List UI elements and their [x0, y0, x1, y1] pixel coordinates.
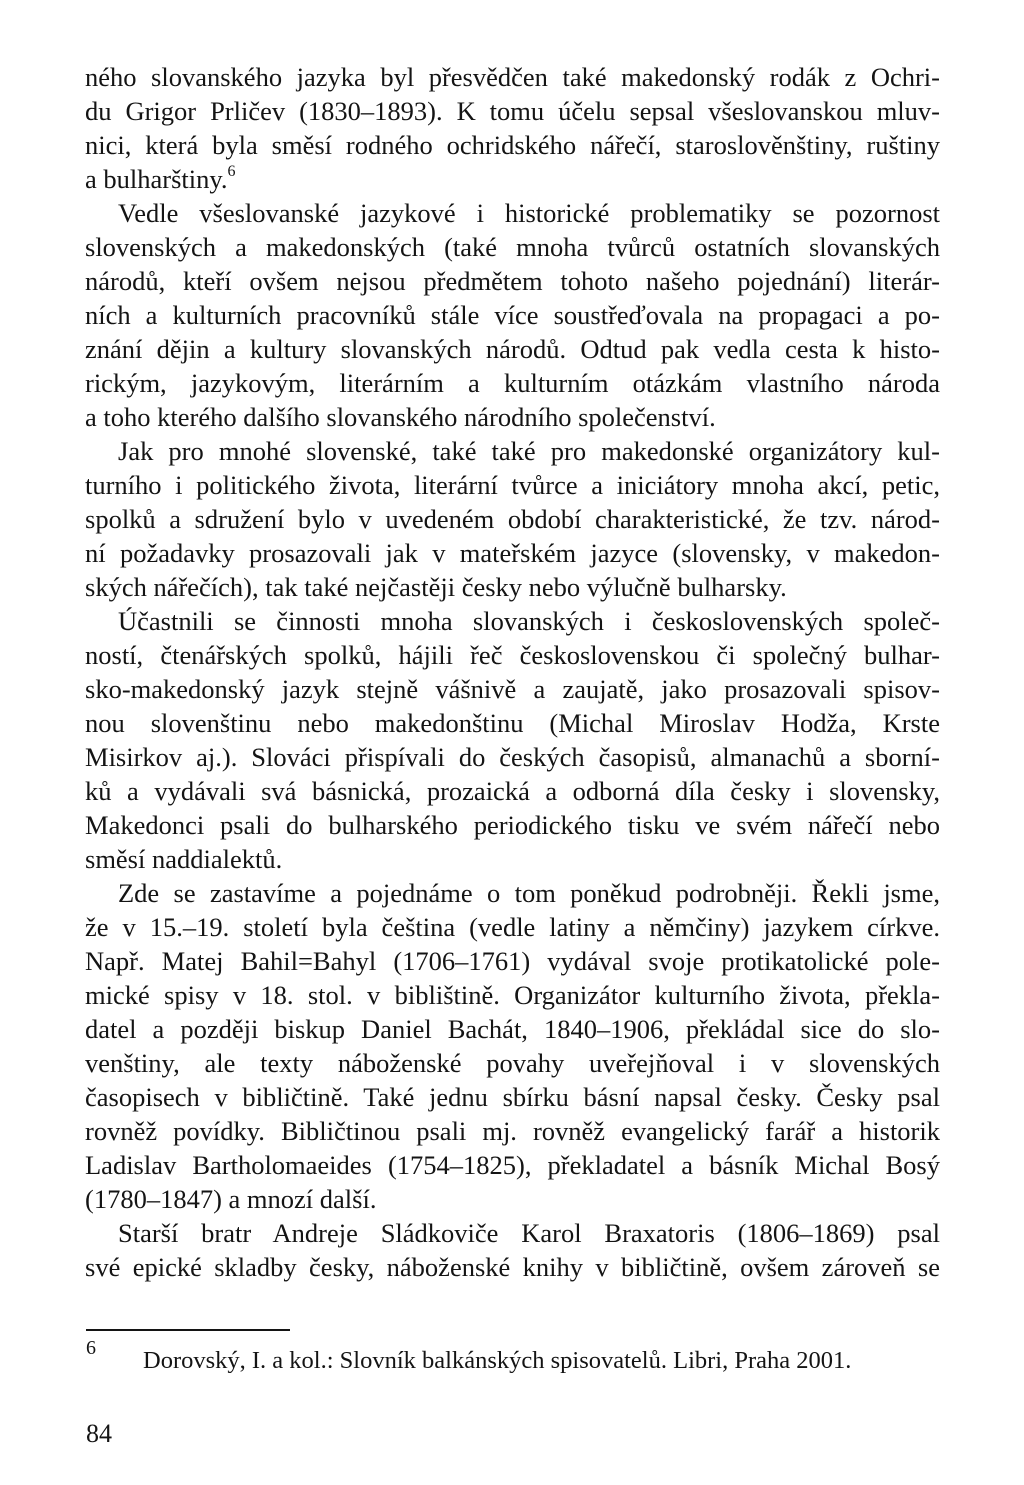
text-line: Ladislav Bartholomaeides (1754–1825), překladatel a básník Michal Bosý: [85, 1150, 940, 1180]
text-line: Misirkov aj.). Slováci přispívali do českých časopisů, almanachů a sborní-: [85, 742, 940, 772]
text-line: rickým, jazykovým, literárním a kulturním otázkám vlastního národa: [85, 368, 940, 398]
text-line: Makedonci psali do bulharského periodického tisku ve svém nářečí nebo: [85, 810, 940, 840]
text-line: národů, kteří ovšem nejsou předmětem tohoto našeho pojednání) literár-: [85, 266, 940, 296]
text-line: ní požadavky prosazovali jak v mateřském jazyce (slovensky, v makedon-: [85, 538, 940, 568]
footnote-text: Dorovský, I. a kol.: Slovník balkánských spisovatelů. Libri, Praha 2001.: [143, 1347, 852, 1374]
text-line: spolků a sdružení bylo v uvedeném období charakteristické, že tzv. národ-: [85, 504, 940, 534]
paragraph-first-line: Účastnili se činnosti mnoha slovanských i československých společ-: [118, 606, 940, 636]
text-line: sko-makedonský jazyk stejně vášnivě a zaujatě, jako prosazovali spisov-: [85, 674, 940, 704]
text-line: Např. Matej Bahil=Bahyl (1706–1761) vydával svoje protikatolické pole-: [85, 946, 940, 976]
text-line: nou slovenštinu nebo makedonštinu (Michal Miroslav Hodža, Krste: [85, 708, 940, 738]
footnote-number: 6: [86, 1337, 96, 1359]
text-line: ských nářečích), tak také nejčastěji česky nebo výlučně bulharsky.: [85, 572, 787, 602]
text-line: že v 15.–19. století byla čeština (vedle latiny a němčiny) jazykem církve.: [85, 912, 940, 942]
text-line: turního i politického života, literární tvůrce a iniciátory mnoha akcí, petic,: [85, 470, 940, 500]
text-line: směsí naddialektů.: [85, 844, 283, 874]
footnote-reference: 6: [227, 163, 236, 180]
text-line: časopisech v bibličtině. Také jednu sbírku básní napsal česky. Česky psal: [85, 1082, 940, 1112]
footnote-separator: [86, 1329, 290, 1331]
text-line: du Grigor Prličev (1830–1893). K tomu účelu sepsal všeslovanskou mluv-: [85, 96, 940, 126]
text-line: (1780–1847) a mnozí další.: [85, 1184, 377, 1214]
text-line: ného slovanského jazyka byl přesvědčen také makedonský rodák z Ochri-: [85, 62, 940, 92]
text-line: své epické skladby česky, náboženské knihy v bibličtině, ovšem zároveň se: [85, 1252, 940, 1282]
page-number: 84: [86, 1419, 112, 1448]
paragraph-first-line: Zde se zastavíme a pojednáme o tom poněkud podrobněji. Řekli jsme,: [118, 878, 940, 908]
text-line: rovněž povídky. Bibličtinou psali mj. rovněž evangelický farář a historik: [85, 1116, 940, 1146]
text-line: datel a později biskup Daniel Bachát, 1840–1906, překládal sice do slo-: [85, 1014, 940, 1044]
text-line: ních a kulturních pracovníků stále více soustřeďovala na propagaci a po-: [85, 300, 940, 330]
text-line: slovenských a makedonských (také mnoha tvůrců ostatních slovanských: [85, 232, 940, 262]
text-line: znání dějin a kultury slovanských národů. Odtud pak vedla cesta k histo-: [85, 334, 940, 364]
text-line: ků a vydávali svá básnická, prozaická a odborná díla česky i slovensky,: [85, 776, 940, 806]
text-line: ností, čtenářských spolků, hájili řeč československou či společný bulhar-: [85, 640, 940, 670]
text-line: a bulharštiny.$^6$: [85, 163, 236, 194]
paragraph-first-line: Vedle všeslovanské jazykové i historické problematiky se pozornost: [118, 198, 940, 228]
text-line: mické spisy v 18. stol. v biblištině. Organizátor kulturního života, překla-: [85, 980, 940, 1010]
paragraph-first-line: Jak pro mnohé slovenské, také také pro makedonské organizátory kul-: [118, 436, 940, 466]
text-line: nici, která byla směsí rodného ochridského nářečí, staroslověnštiny, ruštiny: [85, 130, 940, 160]
paragraph-first-line: Starší bratr Andreje Sládkoviče Karol Braxatoris (1806–1869) psal: [118, 1218, 940, 1248]
text-line: venštiny, ale texty náboženské povahy uveřejňoval i v slovenských: [85, 1048, 940, 1078]
text-line: a toho kterého dalšího slovanského národního společenství.: [85, 402, 716, 432]
